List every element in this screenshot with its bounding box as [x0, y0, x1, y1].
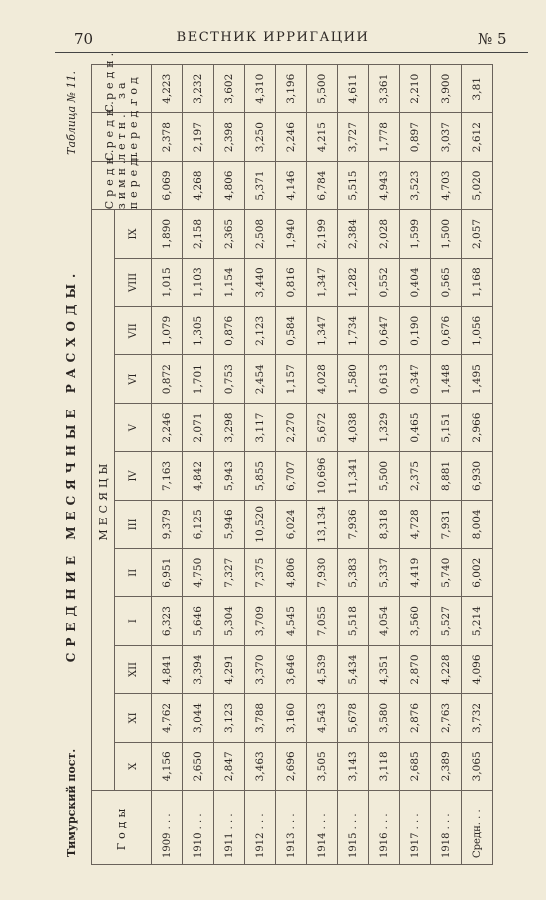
issue-number: № 5 [478, 30, 507, 48]
month-header: XI [115, 694, 152, 742]
value-cell: 4,096 [462, 645, 493, 693]
value-cell: 4,156 [152, 742, 183, 790]
value-cell: 3,440 [245, 258, 276, 306]
value-cell: 2,158 [183, 210, 214, 258]
year-cell: 1913 . . . [276, 791, 307, 865]
value-cell: 4,842 [183, 452, 214, 500]
value-cell: 3,232 [183, 65, 214, 113]
value-cell: 2,696 [276, 742, 307, 790]
year-cell: 1915 . . . [338, 791, 369, 865]
value-cell: 3,044 [183, 694, 214, 742]
value-cell: 1,168 [462, 258, 493, 306]
value-cell: 5,672 [307, 403, 338, 451]
year-cell: 1917 . . . [400, 791, 431, 865]
value-cell: 3,118 [369, 742, 400, 790]
value-cell: 4,146 [276, 161, 307, 209]
value-cell: 4,028 [307, 355, 338, 403]
value-cell: 4,223 [152, 65, 183, 113]
year-cell: Средн. . . [462, 791, 493, 865]
value-cell: 2,028 [369, 210, 400, 258]
table-label: Таблица № 11. [65, 71, 78, 155]
value-cell: 10,520 [245, 500, 276, 548]
value-cell: 4,728 [400, 500, 431, 548]
value-cell: 6,707 [276, 452, 307, 500]
value-cell: 5,337 [369, 549, 400, 597]
year-cell: 1909 . . . [152, 791, 183, 865]
value-cell: 1,599 [400, 210, 431, 258]
value-cell: 2,398 [214, 113, 245, 161]
value-cell: 1,056 [462, 307, 493, 355]
table-row [369, 65, 400, 865]
value-cell: 5,500 [307, 65, 338, 113]
table-row [183, 65, 214, 865]
value-cell: 6,930 [462, 452, 493, 500]
value-cell: 3,037 [431, 113, 462, 161]
value-cell: 1,580 [338, 355, 369, 403]
value-cell: 3,123 [214, 694, 245, 742]
month-header: XII [115, 645, 152, 693]
value-cell: 1,890 [152, 210, 183, 258]
value-cell: 3,160 [276, 694, 307, 742]
table-body [152, 65, 493, 865]
value-cell: 0,613 [369, 355, 400, 403]
value-cell: 1,015 [152, 258, 183, 306]
year-cell: 1916 . . . [369, 791, 400, 865]
month-header: X [115, 742, 152, 790]
value-cell: 1,500 [431, 210, 462, 258]
value-cell: 3,580 [369, 694, 400, 742]
year-column-header: Годы [92, 791, 152, 865]
value-cell: 3,646 [276, 645, 307, 693]
value-cell: 1,448 [431, 355, 462, 403]
value-cell: 2,365 [214, 210, 245, 258]
value-cell: 1,701 [183, 355, 214, 403]
value-cell: 5,855 [245, 452, 276, 500]
value-cell: 4,611 [338, 65, 369, 113]
value-cell: 2,197 [183, 113, 214, 161]
rotated-table-area [55, 48, 490, 865]
value-cell: 4,543 [307, 694, 338, 742]
value-cell: 3,709 [245, 597, 276, 645]
value-cell: 7,931 [431, 500, 462, 548]
table-row [307, 65, 338, 865]
month-header: II [115, 549, 152, 597]
value-cell: 3,81 [462, 65, 493, 113]
value-cell: 1,940 [276, 210, 307, 258]
value-cell: 5,740 [431, 549, 462, 597]
value-cell: 10,696 [307, 452, 338, 500]
table-row [431, 65, 462, 865]
value-cell: 4,351 [369, 645, 400, 693]
value-cell: 2,378 [152, 113, 183, 161]
value-cell: 6,784 [307, 161, 338, 209]
summer-average-header: Средн. летн. перед. [92, 113, 152, 161]
value-cell: 9,379 [152, 500, 183, 548]
value-cell: 2,612 [462, 113, 493, 161]
value-cell: 2,071 [183, 403, 214, 451]
value-cell: 4,054 [369, 597, 400, 645]
value-cell: 4,228 [431, 645, 462, 693]
value-cell: 4,806 [214, 161, 245, 209]
post-name: Тимурский пост. [65, 748, 78, 857]
value-cell: 2,876 [400, 694, 431, 742]
value-cell: 8,318 [369, 500, 400, 548]
month-header: IV [115, 452, 152, 500]
table-row [338, 65, 369, 865]
value-cell: 0,876 [214, 307, 245, 355]
value-cell: 2,384 [338, 210, 369, 258]
value-cell: 2,246 [276, 113, 307, 161]
value-cell: 0,347 [400, 355, 431, 403]
month-header: VIII [115, 258, 152, 306]
value-cell: 0,584 [276, 307, 307, 355]
value-cell: 4,539 [307, 645, 338, 693]
table-row [214, 65, 245, 865]
value-cell: 2,375 [400, 452, 431, 500]
value-cell: 0,872 [152, 355, 183, 403]
table-row [245, 65, 276, 865]
value-cell: 4,841 [152, 645, 183, 693]
value-cell: 4,762 [152, 694, 183, 742]
value-cell: 0,647 [369, 307, 400, 355]
value-cell: 5,518 [338, 597, 369, 645]
value-cell: 5,151 [431, 403, 462, 451]
value-cell: 5,383 [338, 549, 369, 597]
value-cell: 2,508 [245, 210, 276, 258]
year-cell: 1912 . . . [245, 791, 276, 865]
value-cell: 5,943 [214, 452, 245, 500]
value-cell: 5,678 [338, 694, 369, 742]
value-cell: 2,847 [214, 742, 245, 790]
year-cell: 1910 . . . [183, 791, 214, 865]
journal-title: ВЕСТНИК ИРРИГАЦИИ [176, 30, 370, 45]
value-cell: 5,020 [462, 161, 493, 209]
value-cell: 2,199 [307, 210, 338, 258]
value-cell: 6,024 [276, 500, 307, 548]
value-cell: 7,055 [307, 597, 338, 645]
value-cell: 5,515 [338, 161, 369, 209]
value-cell: 4,419 [400, 549, 431, 597]
discharge-table [91, 48, 493, 865]
month-header: VII [115, 307, 152, 355]
header-rule [55, 52, 528, 53]
value-cell: 2,123 [245, 307, 276, 355]
value-cell: 3,370 [245, 645, 276, 693]
value-cell: 1,103 [183, 258, 214, 306]
value-cell: 7,930 [307, 549, 338, 597]
value-cell: 2,454 [245, 355, 276, 403]
value-cell: 6,002 [462, 549, 493, 597]
value-cell: 2,763 [431, 694, 462, 742]
value-cell: 11,341 [338, 452, 369, 500]
value-cell: 2,650 [183, 742, 214, 790]
value-cell: 3,560 [400, 597, 431, 645]
month-header: VI [115, 355, 152, 403]
value-cell: 4,310 [245, 65, 276, 113]
value-cell: 3,505 [307, 742, 338, 790]
value-cell: 0,465 [400, 403, 431, 451]
value-cell: 4,943 [369, 161, 400, 209]
value-cell: 1,154 [214, 258, 245, 306]
value-cell: 6,951 [152, 549, 183, 597]
value-cell: 2,685 [400, 742, 431, 790]
value-cell: 4,215 [307, 113, 338, 161]
value-cell: 6,125 [183, 500, 214, 548]
value-cell: 7,163 [152, 452, 183, 500]
value-cell: 0,753 [214, 355, 245, 403]
year-cell: 1911 . . . [214, 791, 245, 865]
value-cell: 3,463 [245, 742, 276, 790]
value-cell: 8,881 [431, 452, 462, 500]
value-cell: 1,329 [369, 403, 400, 451]
value-cell: 3,523 [400, 161, 431, 209]
value-cell: 4,750 [183, 549, 214, 597]
value-cell: 2,389 [431, 742, 462, 790]
value-cell: 3,361 [369, 65, 400, 113]
value-cell: 2,270 [276, 403, 307, 451]
value-cell: 2,057 [462, 210, 493, 258]
value-cell: 3,602 [214, 65, 245, 113]
table-title: СРЕДНИЕ МЕСЯЧНЫЕ РАСХОДЫ. [64, 267, 78, 663]
annual-average-header: Средн. за год [92, 65, 152, 113]
value-cell: 5,214 [462, 597, 493, 645]
value-cell: 4,703 [431, 161, 462, 209]
value-cell: 7,327 [214, 549, 245, 597]
value-cell: 1,157 [276, 355, 307, 403]
value-cell: 2,870 [400, 645, 431, 693]
value-cell: 6,069 [152, 161, 183, 209]
value-cell: 0,565 [431, 258, 462, 306]
value-cell: 5,304 [214, 597, 245, 645]
value-cell: 2,246 [152, 403, 183, 451]
value-cell: 3,788 [245, 694, 276, 742]
value-cell: 8,004 [462, 500, 493, 548]
value-cell: 1,282 [338, 258, 369, 306]
value-cell: 4,291 [214, 645, 245, 693]
value-cell: 7,936 [338, 500, 369, 548]
table-row [152, 65, 183, 865]
value-cell: 1,495 [462, 355, 493, 403]
months-group-header: МЕСЯЦЫ [92, 210, 115, 791]
month-header: IX [115, 210, 152, 258]
table-caption [55, 65, 91, 865]
value-cell: 3,727 [338, 113, 369, 161]
year-cell: 1914 . . . [307, 791, 338, 865]
value-cell: 6,323 [152, 597, 183, 645]
table-row [400, 65, 431, 865]
value-cell: 5,434 [338, 645, 369, 693]
value-cell: 3,117 [245, 403, 276, 451]
page-header [0, 0, 546, 55]
value-cell: 3,065 [462, 742, 493, 790]
value-cell: 0,190 [400, 307, 431, 355]
value-cell: 1,347 [307, 258, 338, 306]
value-cell: 3,143 [338, 742, 369, 790]
page-number: 70 [74, 30, 94, 48]
value-cell: 1,778 [369, 113, 400, 161]
value-cell: 3,900 [431, 65, 462, 113]
value-cell: 3,394 [183, 645, 214, 693]
value-cell: 0,676 [431, 307, 462, 355]
value-cell: 5,946 [214, 500, 245, 548]
value-cell: 4,545 [276, 597, 307, 645]
table-row [276, 65, 307, 865]
value-cell: 7,375 [245, 549, 276, 597]
value-cell: 0,897 [400, 113, 431, 161]
year-cell: 1918 . . . [431, 791, 462, 865]
month-header: V [115, 403, 152, 451]
winter-average-header: Средн. зимн. перед. [92, 161, 152, 209]
value-cell: 2,966 [462, 403, 493, 451]
value-cell: 1,079 [152, 307, 183, 355]
value-cell: 3,250 [245, 113, 276, 161]
value-cell: 4,268 [183, 161, 214, 209]
value-cell: 2,210 [400, 65, 431, 113]
value-cell: 0,816 [276, 258, 307, 306]
value-cell: 5,371 [245, 161, 276, 209]
value-cell: 3,298 [214, 403, 245, 451]
value-cell: 1,347 [307, 307, 338, 355]
value-cell: 0,404 [400, 258, 431, 306]
value-cell: 1,734 [338, 307, 369, 355]
value-cell: 4,806 [276, 549, 307, 597]
value-cell: 3,196 [276, 65, 307, 113]
month-header: III [115, 500, 152, 548]
value-cell: 13,134 [307, 500, 338, 548]
table-row [462, 65, 493, 865]
value-cell: 5,500 [369, 452, 400, 500]
month-header: I [115, 597, 152, 645]
value-cell: 0,552 [369, 258, 400, 306]
value-cell: 3,732 [462, 694, 493, 742]
value-cell: 5,527 [431, 597, 462, 645]
value-cell: 1,305 [183, 307, 214, 355]
value-cell: 5,646 [183, 597, 214, 645]
value-cell: 4,038 [338, 403, 369, 451]
